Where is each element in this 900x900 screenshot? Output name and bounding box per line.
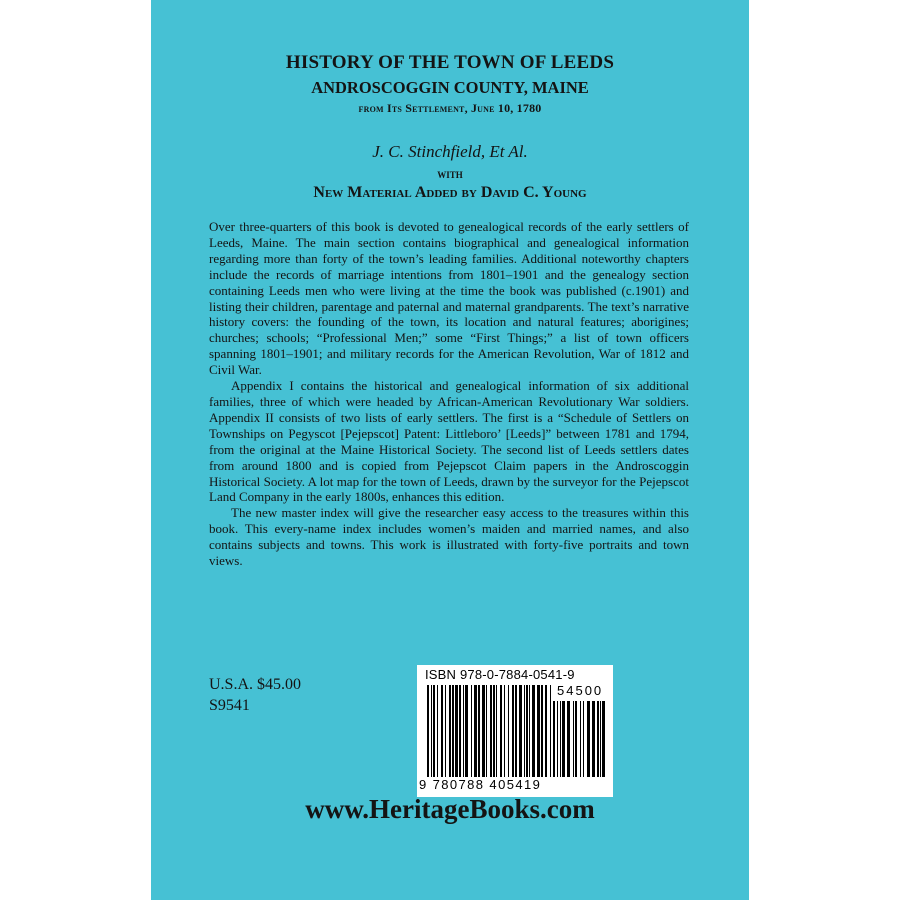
price: U.S.A. $45.00 xyxy=(209,676,302,693)
with-label: with xyxy=(437,166,463,181)
price-block xyxy=(209,674,301,716)
ean-digits: 9 780788 405419 xyxy=(419,777,542,792)
settlement-line: from Its Settlement, June 10, 1780 xyxy=(358,101,542,115)
description-body xyxy=(209,219,689,569)
isbn-barcode xyxy=(417,665,613,797)
addon-barcode-bars xyxy=(553,701,607,777)
isbn-label: ISBN 978-0-7884-0541-9 xyxy=(425,667,575,682)
book-subtitle: ANDROSCOGGIN COUNTY, MAINE xyxy=(311,78,589,97)
addon-number: 54500 xyxy=(557,683,604,698)
book-back-cover xyxy=(151,0,749,900)
description-paragraph: Appendix I contains the historical and genealogical information of six additional families, three of which were headed by African-American Revolutionary War soldiers. Appendix II consists of two lists of early settlers. The first is a “Schedule of Settlers on Townships on Pegyscot [Pejepscot] Patent: Littleboro’ [Leeds]” between 1781 and 1794, from the original at the Maine Historical Society. The second list of Leeds settlers dates from around 1800 and is copied from Pejepscot Claim papers in the Androscoggin Historical Society. A lot map for the town of Leeds, drawn by the surveyor for the Pejepscot Land Company in the early 1800s, enhances this edition. xyxy=(209,378,689,505)
item-code: S9541 xyxy=(209,697,250,714)
book-title: HISTORY OF THE TOWN OF LEEDS xyxy=(285,52,615,73)
description-paragraph: The new master index will give the researcher easy access to the treasures within this book. This every-name index includes women’s maiden and married names, and also contains subjects and towns. This work is illustrated with forty-five portraits and town views. xyxy=(209,505,689,569)
new-material-line: New Material Added by David C. Young xyxy=(313,184,587,201)
author-line: J. C. Stinchfield, Et Al. xyxy=(372,142,528,161)
website-url: www.HeritageBooks.com xyxy=(305,794,595,824)
ean-barcode-bars xyxy=(427,685,551,777)
description-paragraph: Over three-quarters of this book is devoted to genealogical records of the early settlers of Leeds, Maine. The main section contains biographical and genealogical information regarding more than forty of the town’s leading families. Additional noteworthy chapters include the records of marriage intentions from 1801–1901 and the genealogy section containing Leeds men who were living at the time the book was published (c.1901) and listing their children, parentage and paternal and maternal grandparents. The text’s narrative history covers: the founding of the town, its location and natural features; aborigines; churches; schools; “Professional Men;” some “First Things;” a list of town officers spanning 1801–1901; and military records for the American Revolution, War of 1812 and Civil War. xyxy=(209,219,689,378)
